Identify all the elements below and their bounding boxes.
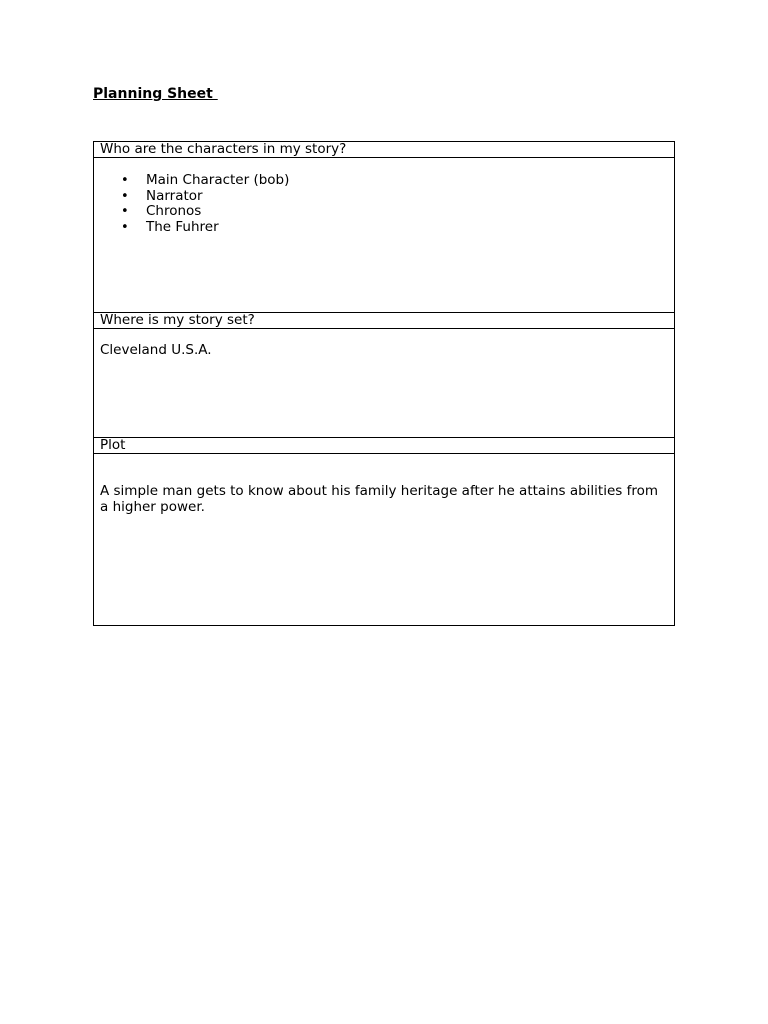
setting-answer: Cleveland U.S.A. <box>100 342 212 358</box>
characters-question-row <box>94 142 675 158</box>
character-name: Chronos <box>146 203 202 219</box>
list-item <box>100 189 668 205</box>
character-name: Narrator <box>146 187 203 204</box>
page-title: Planning Sheet <box>93 86 218 102</box>
plot-answer-cell <box>94 454 675 626</box>
list-item <box>100 204 668 220</box>
characters-answer-row <box>94 158 675 313</box>
plot-question: Plot <box>94 438 675 454</box>
setting-answer-cell <box>94 329 675 438</box>
planning-table <box>93 141 675 626</box>
plot-answer: A simple man gets to know about his family heritage after he attains abilities from a higher power. <box>100 483 659 515</box>
bullet-icon: • <box>121 219 129 235</box>
setting-question-row <box>94 313 675 329</box>
character-list <box>100 173 668 235</box>
bullet-icon: • <box>121 173 129 188</box>
characters-question: Who are the characters in my story? <box>94 142 675 158</box>
character-name: Main Character (bob) <box>146 172 290 188</box>
bullet-icon: • <box>121 188 129 204</box>
characters-answer-cell <box>94 158 675 313</box>
character-name: The Fuhrer <box>146 218 219 235</box>
setting-answer-row <box>94 329 675 438</box>
plot-question-row <box>94 438 675 454</box>
plot-answer-row <box>94 454 675 626</box>
list-item <box>100 220 668 236</box>
list-item <box>100 173 668 189</box>
bullet-icon: • <box>121 204 129 219</box>
setting-question: Where is my story set? <box>94 313 675 329</box>
